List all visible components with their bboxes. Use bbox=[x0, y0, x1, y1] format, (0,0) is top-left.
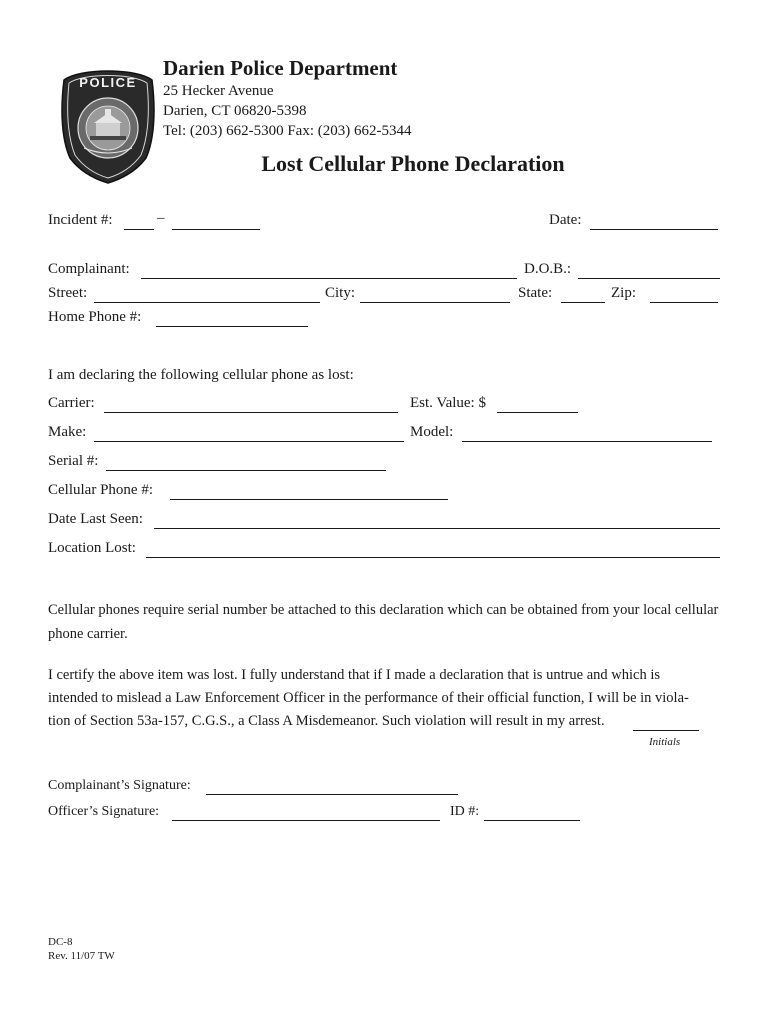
location-lost-line bbox=[146, 557, 720, 558]
dob-label: D.O.B.: bbox=[524, 261, 572, 277]
home-phone-label: Home Phone #: bbox=[48, 309, 142, 325]
zip-field[interactable] bbox=[650, 285, 718, 303]
certification-line-2: intended to mislead a Law Enforcement Officer in the performance of their official function, I will be in viola- bbox=[48, 690, 689, 706]
id-line bbox=[484, 820, 580, 821]
form-title: Lost Cellular Phone Declaration bbox=[261, 151, 565, 176]
serial-number-notice: Cellular phones require serial number be attached to this declaration which can be obtained from your local cellular phone carrier. bbox=[48, 602, 719, 642]
phone-section-intro: I am declaring the following cellular phone as lost: bbox=[48, 367, 354, 383]
incident-number-line bbox=[172, 229, 260, 230]
make-field[interactable] bbox=[94, 424, 404, 442]
date-line bbox=[590, 229, 718, 230]
cellular-phone-line bbox=[170, 499, 448, 500]
initials-line bbox=[633, 730, 699, 731]
cellular-phone-label: Cellular Phone #: bbox=[48, 482, 153, 498]
street-line bbox=[94, 302, 320, 303]
city-field[interactable] bbox=[360, 285, 510, 303]
location-lost-field[interactable] bbox=[146, 540, 720, 558]
complainant-field[interactable] bbox=[141, 261, 517, 279]
cellular-phone-field[interactable] bbox=[170, 482, 448, 500]
make-label: Make: bbox=[48, 424, 87, 440]
state-field[interactable] bbox=[561, 285, 605, 303]
initials-field[interactable] bbox=[633, 713, 699, 731]
carrier-field[interactable] bbox=[104, 395, 398, 413]
incident-number-field[interactable] bbox=[172, 212, 260, 230]
city-line bbox=[360, 302, 510, 303]
date-last-seen-line bbox=[154, 528, 720, 529]
state-label: State: bbox=[518, 285, 553, 301]
date-label: Date: bbox=[549, 212, 582, 228]
date-last-seen-field[interactable] bbox=[154, 511, 720, 529]
initials-caption: Initials bbox=[649, 736, 681, 748]
form-revision: Rev. 11/07 TW bbox=[48, 950, 115, 962]
complainant-line bbox=[141, 278, 517, 279]
street-field[interactable] bbox=[94, 285, 320, 303]
department-name: Darien Police Department bbox=[163, 56, 398, 80]
id-label: ID #: bbox=[450, 804, 480, 819]
certification-line-1: I certify the above item was lost. I fully understand that if I made a declaration that is untrue and which is bbox=[48, 667, 661, 683]
state-line bbox=[561, 302, 605, 303]
complainant-label: Complainant: bbox=[48, 261, 130, 277]
officer-signature-label: Officer’s Signature: bbox=[48, 804, 160, 819]
certification-line-3: tion of Section 53a-157, C.G.S., a Class A Misdemeanor. Such violation will result in my arrest. bbox=[48, 713, 605, 729]
dob-line bbox=[578, 278, 720, 279]
form-code: DC-8 bbox=[48, 936, 73, 948]
est-value-label: Est. Value: $ bbox=[410, 395, 486, 411]
incident-label: Incident #: bbox=[48, 212, 113, 228]
date-field[interactable] bbox=[590, 212, 718, 230]
dob-field[interactable] bbox=[578, 261, 720, 279]
carrier-line bbox=[104, 412, 398, 413]
serial-field[interactable] bbox=[106, 453, 386, 471]
address-line-2: Darien, CT 06820-5398 bbox=[163, 103, 307, 119]
carrier-label: Carrier: bbox=[48, 395, 95, 411]
officer-signature-line bbox=[172, 820, 440, 821]
home-phone-field[interactable] bbox=[156, 309, 308, 327]
phone-fax-line: Tel: (203) 662-5300 Fax: (203) 662-5344 bbox=[163, 123, 412, 139]
street-label: Street: bbox=[48, 285, 88, 301]
serial-line bbox=[106, 470, 386, 471]
model-field[interactable] bbox=[462, 424, 712, 442]
home-phone-line bbox=[156, 326, 308, 327]
zip-line bbox=[650, 302, 718, 303]
location-lost-label: Location Lost: bbox=[48, 540, 136, 556]
serial-label: Serial #: bbox=[48, 453, 99, 469]
city-label: City: bbox=[325, 285, 356, 301]
est-value-field[interactable] bbox=[497, 395, 578, 413]
model-line bbox=[462, 441, 712, 442]
zip-label: Zip: bbox=[611, 285, 636, 301]
est-value-line bbox=[497, 412, 578, 413]
incident-prefix-line bbox=[124, 229, 154, 230]
make-line bbox=[94, 441, 404, 442]
model-label: Model: bbox=[410, 424, 454, 440]
incident-prefix-field[interactable] bbox=[124, 212, 154, 230]
complainant-signature-line bbox=[206, 794, 458, 795]
complainant-signature-label: Complainant’s Signature: bbox=[48, 778, 191, 793]
incident-dash: – bbox=[157, 210, 165, 226]
svg-text:POLICE: POLICE bbox=[79, 75, 137, 90]
date-last-seen-label: Date Last Seen: bbox=[48, 511, 143, 527]
address-line-1: 25 Hecker Avenue bbox=[163, 83, 274, 99]
